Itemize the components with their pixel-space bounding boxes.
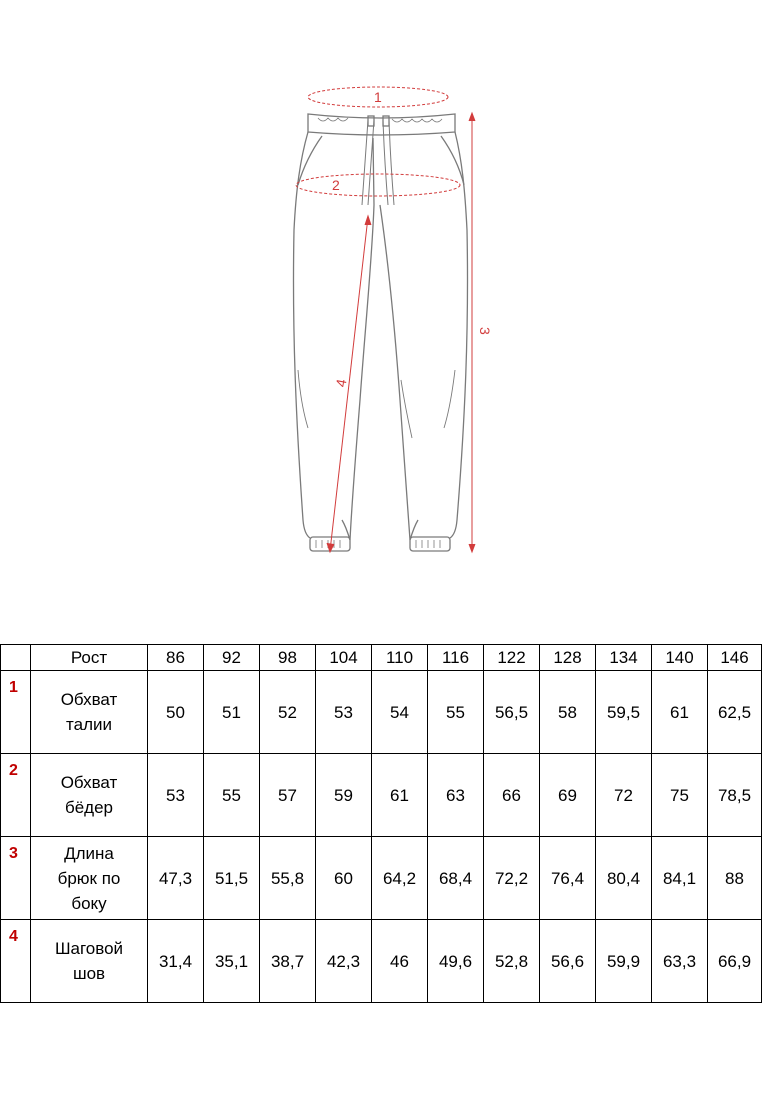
- measurement-lines: [296, 87, 475, 552]
- table-row: [1, 920, 762, 1003]
- measurement-value-cell: 53: [316, 671, 372, 754]
- waist-label: 1: [374, 89, 382, 105]
- measurement-value-cell: 52: [260, 671, 316, 754]
- measurement-value-cell: 72: [596, 754, 652, 837]
- row-index-cell: 4: [1, 920, 31, 1003]
- measurement-value-cell: 52,8: [484, 920, 540, 1003]
- side-length-arrow-top: [469, 113, 475, 121]
- header-size-cell: 116: [428, 645, 484, 671]
- header-size-cell: 110: [372, 645, 428, 671]
- measurement-value-cell: 69: [540, 754, 596, 837]
- measurement-value-cell: 76,4: [540, 837, 596, 920]
- hips-measure-ellipse: [296, 174, 460, 196]
- header-size-cell: 140: [652, 645, 708, 671]
- header-size-cell: 134: [596, 645, 652, 671]
- header-size-cell: 98: [260, 645, 316, 671]
- measurement-value-cell: 88: [708, 837, 762, 920]
- measurement-value-cell: 31,4: [148, 920, 204, 1003]
- row-index-cell: 1: [1, 671, 31, 754]
- measurement-value-cell: 59,5: [596, 671, 652, 754]
- table-row: [1, 837, 762, 920]
- header-size-cell: 104: [316, 645, 372, 671]
- knee-folds: [298, 370, 455, 438]
- measurement-value-cell: 55: [428, 671, 484, 754]
- measurement-value-cell: 38,7: [260, 920, 316, 1003]
- measurement-value-cell: 80,4: [596, 837, 652, 920]
- measurement-value-cell: 56,5: [484, 671, 540, 754]
- measurement-value-cell: 75: [652, 754, 708, 837]
- measurement-value-cell: 51: [204, 671, 260, 754]
- measurement-value-cell: 59,9: [596, 920, 652, 1003]
- row-index-cell: 3: [1, 837, 31, 920]
- waistband: [308, 114, 455, 135]
- inseam-arrow-top: [365, 216, 371, 225]
- measurement-value-cell: 61: [652, 671, 708, 754]
- measurement-value-cell: 57: [260, 754, 316, 837]
- measurement-value-cell: 56,6: [540, 920, 596, 1003]
- measurement-value-cell: 51,5: [204, 837, 260, 920]
- measurement-value-cell: 35,1: [204, 920, 260, 1003]
- measurement-value-cell: 42,3: [316, 920, 372, 1003]
- measurement-value-cell: 63,3: [652, 920, 708, 1003]
- header-label-cell: Рост: [31, 645, 148, 671]
- row-index-cell: 2: [1, 754, 31, 837]
- measurement-value-cell: 66: [484, 754, 540, 837]
- drawstrings: [362, 120, 394, 205]
- measurement-value-cell: 46: [372, 920, 428, 1003]
- measurement-value-cell: 58: [540, 671, 596, 754]
- header-size-cell: 92: [204, 645, 260, 671]
- measurement-value-cell: 78,5: [708, 754, 762, 837]
- row-label-cell: Обхват бёдер: [31, 754, 148, 837]
- measurement-value-cell: 60: [316, 837, 372, 920]
- table-row: [1, 671, 762, 754]
- row-label-cell: Длина брюк по боку: [31, 837, 148, 920]
- table-row: [1, 754, 762, 837]
- size-table-body: [1, 645, 762, 1003]
- row-label-cell: Обхват талии: [31, 671, 148, 754]
- side-length-label: 3: [477, 327, 493, 335]
- header-size-cell: 146: [708, 645, 762, 671]
- measurement-value-cell: 55,8: [260, 837, 316, 920]
- measurement-value-cell: 66,9: [708, 920, 762, 1003]
- measurement-value-cell: 53: [148, 754, 204, 837]
- measurement-value-cell: 63: [428, 754, 484, 837]
- header-size-cell: 86: [148, 645, 204, 671]
- measurement-value-cell: 64,2: [372, 837, 428, 920]
- header-index-cell: [1, 645, 31, 671]
- side-length-arrow-bottom: [469, 544, 475, 552]
- table-header-row: [1, 645, 762, 671]
- measurement-value-cell: 72,2: [484, 837, 540, 920]
- header-size-cell: 122: [484, 645, 540, 671]
- measurement-value-cell: 49,6: [428, 920, 484, 1003]
- header-size-cell: 128: [540, 645, 596, 671]
- pants-outline: [293, 114, 467, 551]
- measurement-value-cell: 50: [148, 671, 204, 754]
- hips-label: 2: [332, 177, 340, 193]
- measurement-value-cell: 61: [372, 754, 428, 837]
- right-outer-seam: [455, 132, 468, 520]
- inseam-label: 4: [332, 377, 350, 389]
- inner-seams: [350, 138, 410, 540]
- measurement-value-cell: 47,3: [148, 837, 204, 920]
- measurement-value-cell: 68,4: [428, 837, 484, 920]
- row-label-cell: Шаговой шов: [31, 920, 148, 1003]
- measurement-value-cell: 54: [372, 671, 428, 754]
- measurement-value-cell: 55: [204, 754, 260, 837]
- measurement-value-cell: 59: [316, 754, 372, 837]
- size-table: [0, 644, 762, 1003]
- cuff-gathers: [316, 540, 440, 548]
- measurement-value-cell: 62,5: [708, 671, 762, 754]
- measurement-value-cell: 84,1: [652, 837, 708, 920]
